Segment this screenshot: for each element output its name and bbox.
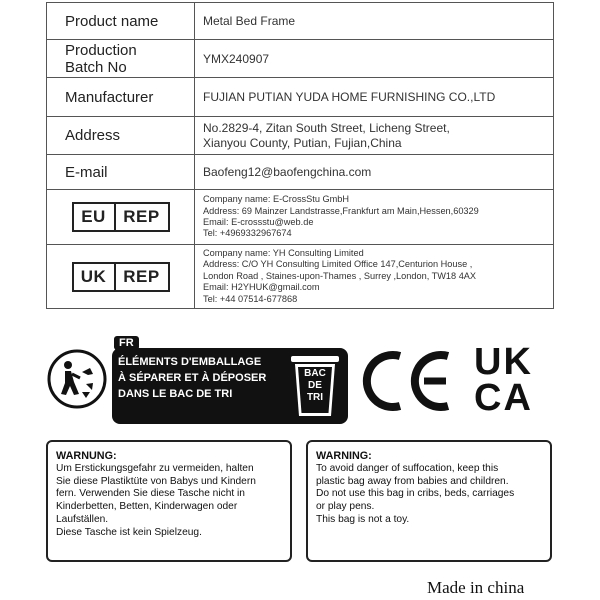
- table-row: [47, 190, 554, 245]
- batch-no-label: Production Batch No: [47, 40, 195, 78]
- triman-panel: [112, 348, 348, 424]
- country-tag-fr: FR: [114, 336, 139, 350]
- product-name-label: Product name: [47, 3, 195, 40]
- product-name-value: Metal Bed Frame: [195, 3, 554, 40]
- uk-rep-badge-left: UK: [74, 264, 116, 290]
- warning-text-german: Um Erstickungsgefahr zu vermeiden, halten Sie diese Plastiktüte von Babys und Kindern fern. Verwenden Sie diese Tasche nicht in Kinderbetten, Betten, Kinderwagen oder Laufställen. Diese Tasche ist kein Spielzeug.: [56, 462, 256, 538]
- address-value: No.2829-4, Zitan South Street, Licheng Street, Xianyou County, Putian, Fujian,China: [195, 117, 554, 155]
- recycle-icon: [46, 348, 108, 410]
- warning-title-english: WARNING:: [316, 450, 372, 462]
- warning-box-english: [306, 440, 552, 562]
- triman-sorting-label: [112, 335, 352, 425]
- table-row: [47, 117, 554, 155]
- email-value: Baofeng12@baofengchina.com: [195, 155, 554, 190]
- bin-label-bac: BAC: [304, 368, 326, 379]
- product-info-table: [46, 2, 554, 309]
- eu-rep-cell: [47, 190, 195, 245]
- uk-rep-badge-right: REP: [123, 266, 160, 286]
- table-row: [47, 245, 554, 309]
- table-row: [47, 155, 554, 190]
- uk-rep-details: Company name: YH Consulting Limited Address: C/O YH Consulting Limited Office 147,Centurion House , London Road , Staines-upon-Thames , Surrey ,London, TW18 4AX Email: H2YHUK@gmail.com Tel: +44 07514-677868: [195, 245, 554, 309]
- table-row: [47, 40, 554, 78]
- uk-rep-badge: [72, 262, 170, 292]
- ukca-mark: [474, 341, 554, 419]
- ce-mark-icon: [362, 348, 454, 414]
- manufacturer-label: Manufacturer: [47, 78, 195, 117]
- warning-text-english: To avoid danger of suffocation, keep this plastic bag away from babies and children. Do not use this bag in cribs, beds, carriages or play pens. This bag is not a toy.: [316, 462, 515, 525]
- warning-title-german: WARNUNG:: [56, 450, 117, 462]
- table-row: [47, 3, 554, 40]
- eu-rep-badge-left: EU: [74, 204, 116, 230]
- uk-rep-cell: [47, 245, 195, 309]
- table-row: [47, 78, 554, 117]
- eu-rep-details: Company name: E-CrossStu GmbH Address: 69 Mainzer Landstrasse,Frankfurt am Main,Hessen,60329 Email: E-crossstu@web.de Tel: +4969332967674: [195, 190, 554, 245]
- eu-rep-badge: [72, 202, 170, 232]
- email-label: E-mail: [47, 155, 195, 190]
- triman-text: ÉLÉMENTS D'EMBALLAGE À SÉPARER ET À DÉPOSER DANS LE BAC DE TRI: [118, 356, 267, 400]
- bin-label-tri: TRI: [306, 392, 324, 403]
- batch-no-value: YMX240907: [195, 40, 554, 78]
- eu-rep-badge-right: REP: [123, 207, 160, 226]
- bin-label-de: DE: [308, 380, 322, 391]
- ukca-line-1: UK: [474, 341, 533, 383]
- ukca-line-2: CA: [474, 377, 533, 419]
- manufacturer-value: FUJIAN PUTIAN YUDA HOME FURNISHING CO.,LTD: [195, 78, 554, 117]
- warning-box-german: [46, 440, 292, 562]
- made-in-label: Made in china: [427, 578, 525, 597]
- address-label: Address: [47, 117, 195, 155]
